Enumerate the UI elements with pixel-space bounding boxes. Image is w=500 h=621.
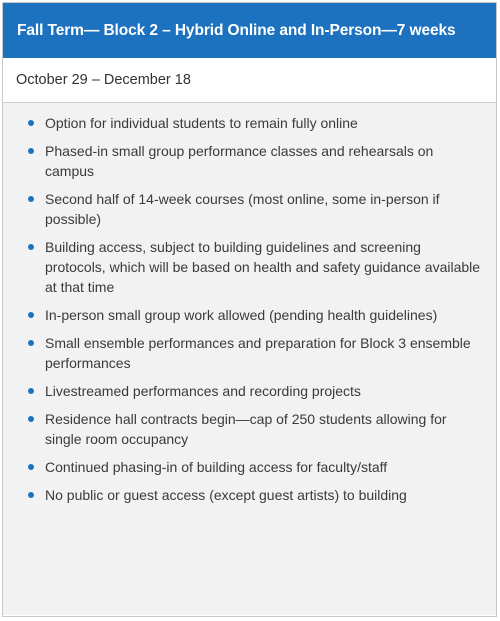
list-item-text: Small ensemble performances and preparation for Block 3 ensemble performances	[45, 335, 471, 371]
list-item	[27, 485, 484, 505]
list-item	[27, 333, 484, 373]
list-item-text: Continued phasing-in of building access for faculty/staff	[45, 459, 388, 475]
bullet-icon	[28, 492, 34, 498]
list-item-text: Building access, subject to building guidelines and screening protocols, which will be based on health and safety guidance available at that time	[45, 239, 481, 295]
list-item	[27, 189, 484, 229]
block-header	[3, 3, 496, 58]
list-item-text: Phased-in small group performance classes and rehearsals on campus	[45, 143, 434, 179]
list-item	[27, 457, 484, 477]
schedule-card	[2, 2, 497, 617]
list-item	[27, 237, 484, 297]
list-item	[27, 305, 484, 325]
list-item	[27, 141, 484, 181]
date-range-row	[3, 58, 496, 103]
bullet-icon	[28, 312, 34, 318]
bullet-icon	[28, 464, 34, 470]
list-item	[27, 381, 484, 401]
bullet-icon	[28, 388, 34, 394]
bullet-icon	[28, 340, 34, 346]
block-title: Fall Term— Block 2 – Hybrid Online and In-Person—7 weeks	[17, 21, 456, 39]
date-range: October 29 – December 18	[16, 72, 191, 88]
bullet-icon	[28, 196, 34, 202]
list-item-text: Second half of 14-week courses (most online, some in-person if possible)	[45, 191, 440, 227]
list-item	[27, 409, 484, 449]
bullet-icon	[28, 148, 34, 154]
list-item-text: In-person small group work allowed (pending health guidelines)	[45, 307, 438, 323]
list-item	[27, 113, 484, 133]
details-list	[27, 113, 484, 505]
list-item-text: Option for individual students to remain fully online	[45, 115, 358, 131]
list-item-text: No public or guest access (except guest artists) to building	[45, 487, 407, 503]
list-item-text: Livestreamed performances and recording projects	[45, 383, 361, 399]
bullet-icon	[28, 244, 34, 250]
bullet-icon	[28, 416, 34, 422]
bullet-icon	[28, 120, 34, 126]
list-item-text: Residence hall contracts begin—cap of 250 students allowing for single room occupancy	[45, 411, 447, 447]
details-panel	[3, 103, 496, 615]
